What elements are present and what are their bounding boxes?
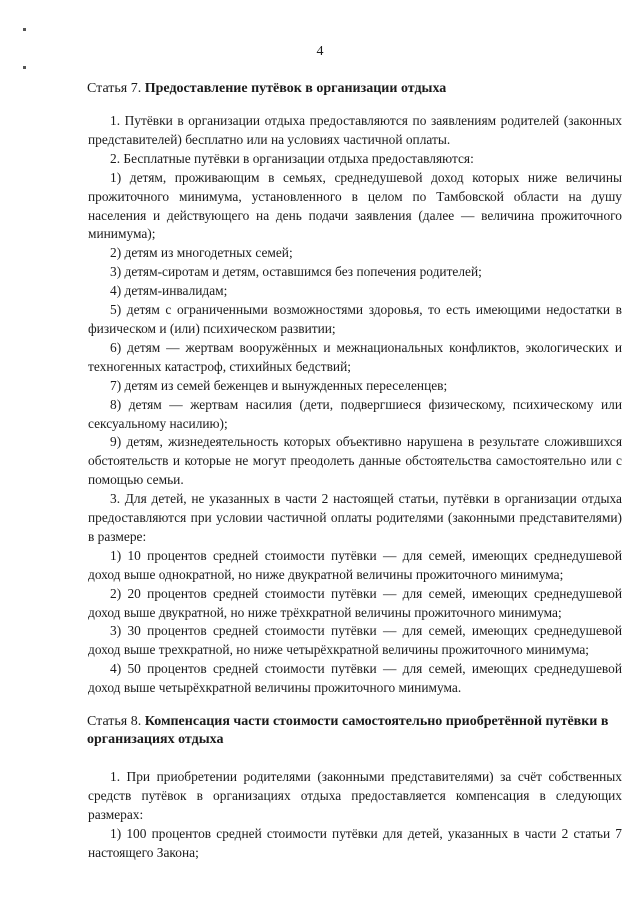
list-item: 9) детям, жизнедеятельность которых объективно нарушена в результате сложившихся обстоятельств и которые не могут преодолеть данные обстоятельства самостоятельно или с помощью семьи. [88,434,622,488]
article-8-heading [87,713,622,749]
paragraph: 2. Бесплатные путёвки в организации отдыха предоставляются: [110,150,474,166]
list-item: 1) детям, проживающим в семьях, среднедушевой доход которых ниже величины прожиточного минимума, установленного в целом по Тамбовской области на душу населения и действующего на день подачи заявления (далее — величина прожиточного минимума); [88,169,622,242]
list-item: 3) детям-сиротам и детям, оставшимся без попечения родителей; [110,264,482,280]
article-8-body [88,768,622,863]
page-number: 4 [316,44,324,59]
paragraph: 3. Для детей, не указанных в части 2 настоящей статьи, путёвки в организации отдыха предоставляются при условии частичной оплаты родителями (законными представителями) в размере: [88,491,622,544]
article-7-title: Предоставление путёвок в организации отдыха [144,81,447,96]
list-item: 2) 20 процентов средней стоимости путёвки — для семей, имеющих среднедушевой доход выше двукратной, но ниже трёхкратной величины прожиточного минимума; [88,585,622,620]
scan-mark [23,28,26,31]
list-item: 1) 100 процентов средней стоимости путёвки для детей, указанных в части 2 статьи 7 настоящего Закона; [88,825,622,860]
list-item: 7) детям из семей беженцев и вынужденных переселенцев; [110,377,448,393]
scan-mark [23,66,26,69]
paragraph: 1. При приобретении родителями (законными представителями) за счёт собственных средств путёвок в организациях отдыха предоставляется компенсация в следующих размерах: [88,769,622,822]
list-item: 4) 50 процентов средней стоимости путёвки — для семей, имеющих среднедушевой доход выше четырёхкратной величины прожиточного минимума. [88,661,622,696]
article-8-title: Компенсация части стоимости самостоятельно приобретённой путёвки в организациях отдыха [87,714,609,747]
article-7-body [88,112,622,698]
article-7-heading [87,80,587,98]
list-item: 6) детям — жертвам вооружённых и межнациональных конфликтов, экологических и техногенных катастроф, стихийных бедствий; [88,339,622,374]
list-item: 8) детям — жертвам насилия (дети, подвергшиеся физическому, психическому или сексуальному насилию); [88,396,622,431]
list-item: 3) 30 процентов средней стоимости путёвки — для семей, имеющих среднедушевой доход выше трехкратной, но ниже четырёхкратной величины прожиточного минимума; [88,623,622,658]
list-item: 4) детям-инвалидам; [110,283,228,299]
paragraph: 1. Путёвки в организации отдыха предоставляются по заявлениям родителей (законных представителей) бесплатно или на условиях частичной оплаты. [88,113,622,147]
article-7-label: Статья 7. [87,81,142,96]
list-item: 1) 10 процентов средней стоимости путёвки — для семей, имеющих среднедушевой доход выше однократной, но ниже двукратной величины прожиточного минимума; [88,547,622,582]
list-item: 2) детям из многодетных семей; [110,245,293,261]
list-item: 5) детям с ограниченными возможностями здоровья, то есть имеющими недостатки в физическом и (или) психическом развитии; [88,302,622,336]
article-8-label: Статья 8. [87,714,142,729]
